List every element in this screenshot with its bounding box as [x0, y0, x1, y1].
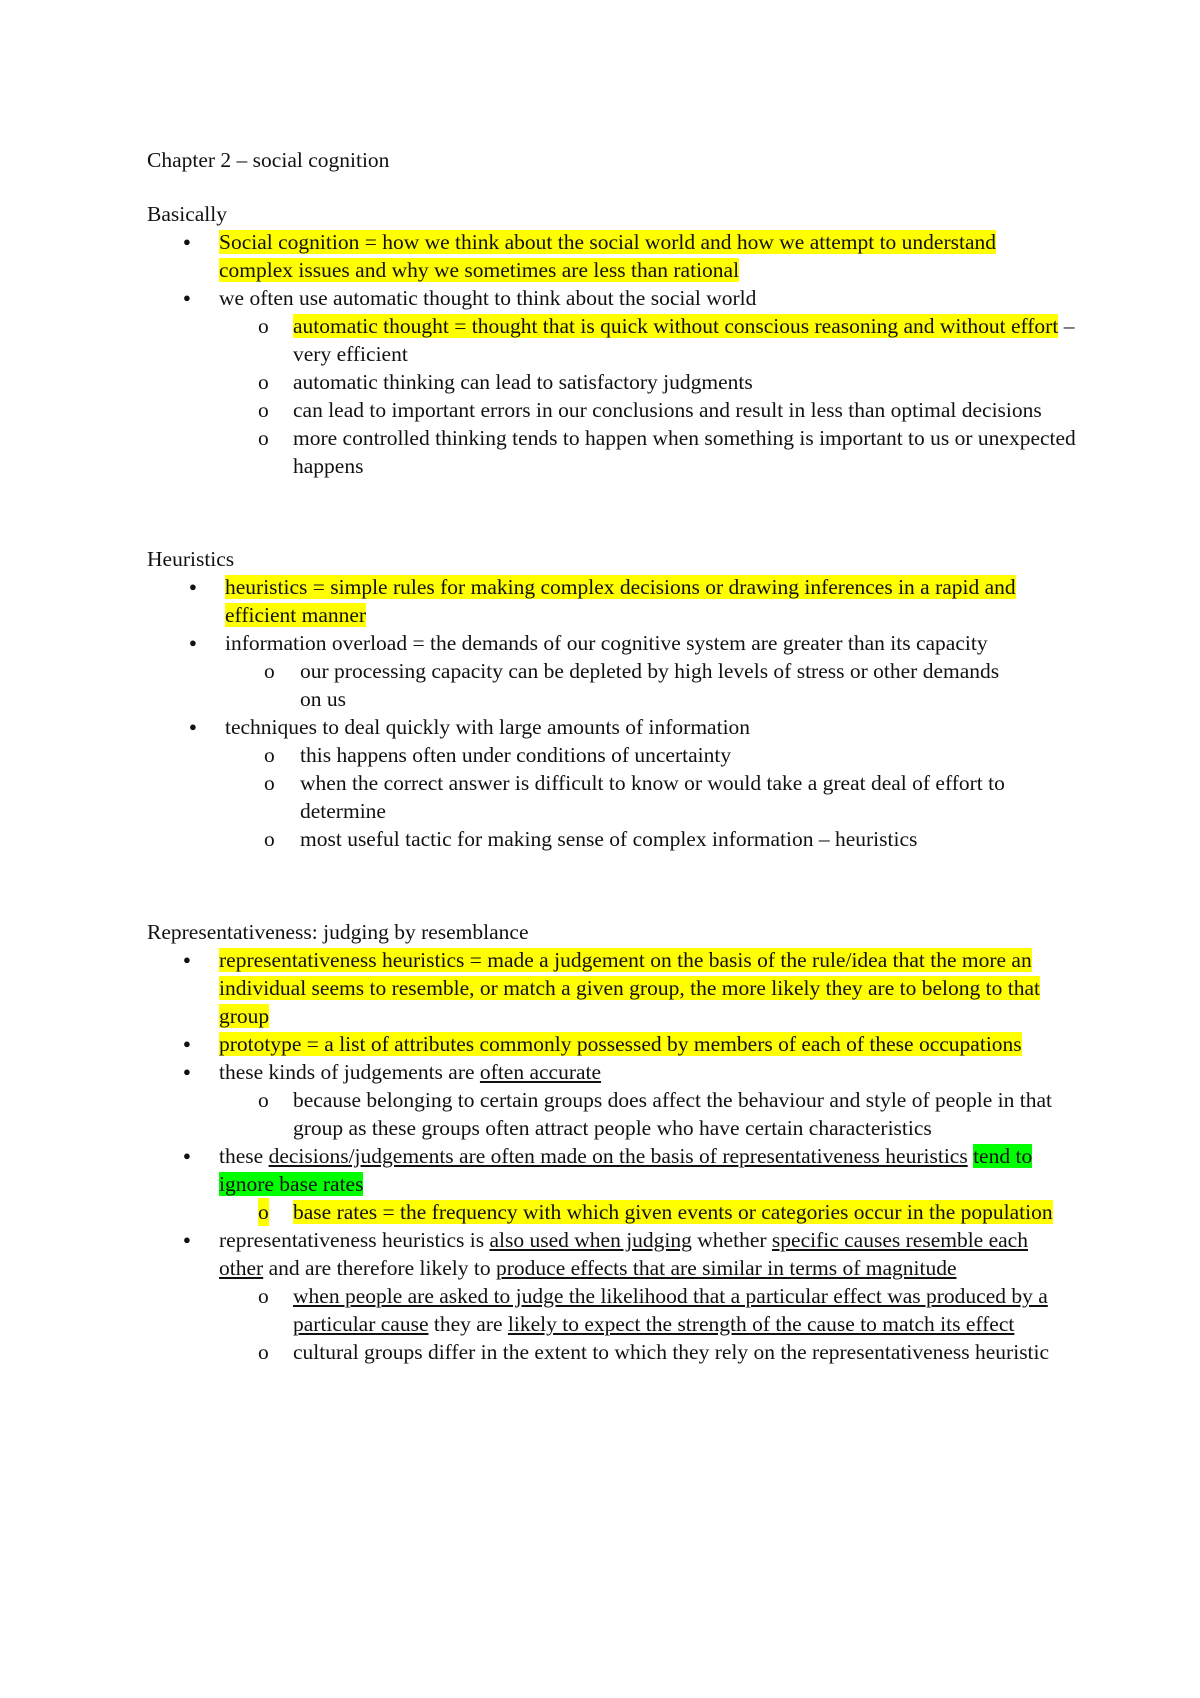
list-item-text: techniques to deal quickly with large amounts of information [225, 715, 751, 739]
sub-list-item [147, 1282, 1083, 1338]
list-item-text: this happens often under conditions of uncertainty [300, 743, 732, 767]
underlined-text: when people are asked to judge the likelihood that a particular effect was produced by a particular cause [293, 1284, 1048, 1336]
sub-list-item [147, 825, 1100, 853]
sub-list-item [147, 1086, 1083, 1142]
list-item [147, 1058, 1077, 1086]
list-item-text: most useful tactic for making sense of complex information – heuristics [300, 827, 918, 851]
list-item [147, 1142, 1039, 1198]
section-heuristics [147, 545, 1077, 853]
green-highlighted-text: tend to ignore base rates [219, 1144, 1033, 1196]
section-heading: Representativeness: judging by resemblance [147, 920, 529, 944]
list-item-text: more controlled thinking tends to happen when something is important to us or unexpected happens [293, 426, 1076, 478]
sub-list-item [147, 396, 1093, 424]
sub-list-item [147, 741, 1077, 769]
page-title: Chapter 2 – social cognition [147, 148, 390, 172]
highlighted-text: prototype = a list of attributes commonly possessed by members of each of these occupations [219, 1032, 1022, 1056]
sub-list-item [147, 657, 1000, 713]
list-item-text: these kinds of judgements are [219, 1060, 480, 1084]
list-item-text: because belonging to certain groups does affect the behaviour and style of people in that group as these groups often attract people who have certain characteristics [293, 1088, 1053, 1140]
list-item-text: cultural groups differ in the extent to which they rely on the representativeness heuristic [293, 1340, 1050, 1364]
list-item-text: – very efficient [293, 314, 1075, 366]
list-item-text: can lead to important errors in our conclusions and result in less than optimal decisions [293, 398, 1042, 422]
underlined-text: likely to expect the strength of the cause to match its effect [507, 1312, 1015, 1336]
section-basically [147, 200, 1077, 480]
list-item-text: whether [691, 1228, 772, 1252]
list-item [147, 228, 1054, 284]
list-item-text: representativeness heuristics is [219, 1228, 490, 1252]
highlighted-text: base rates = the frequency with which given events or categories occur in the population [293, 1200, 1053, 1224]
underlined-text: produce effects that are similar in terms of magnitude [496, 1256, 957, 1280]
sub-list-item [147, 1338, 1093, 1366]
sub-list-item [147, 769, 1060, 825]
list-item [147, 284, 1077, 312]
list-item [147, 1226, 1049, 1282]
list-item [147, 946, 1089, 1030]
highlighted-text: heuristics = simple rules for making complex decisions or drawing inferences in a rapid and efficient manner [225, 575, 1016, 627]
section-heading: Basically [147, 202, 228, 226]
underlined-text: specific causes resemble each other [219, 1228, 1028, 1280]
underlined-text: often accurate [479, 1060, 602, 1084]
sub-list-item [147, 424, 1093, 480]
bullet-list [147, 228, 1077, 480]
highlighted-text: automatic thought = thought that is quick without conscious reasoning and without effort [293, 314, 1059, 338]
bullet-list [147, 946, 1077, 1366]
sub-list-item [147, 312, 1083, 368]
bullet-list [147, 573, 1077, 853]
underlined-text: decisions/judgements are often made on the basis of representativeness heuristics [268, 1144, 968, 1168]
section-heading: Heuristics [147, 547, 235, 571]
section-representativeness [147, 918, 1077, 1366]
list-item-text: automatic thinking can lead to satisfactory judgments [293, 370, 753, 394]
list-item-text: when the correct answer is difficult to know or would take a great deal of effort to determine [300, 771, 1005, 823]
list-item-text: our processing capacity can be depleted by high levels of stress or other demands on us [300, 659, 1000, 711]
list-item-text: we often use automatic thought to think about the social world [219, 286, 757, 310]
list-item-text: these [219, 1144, 269, 1168]
highlighted-text: representativeness heuristics = made a judgement on the basis of the rule/idea that the more an individual seems to resemble, or match a given group, the more likely they are to belong to that group [219, 948, 1040, 1028]
list-item [147, 713, 1077, 741]
list-item [147, 629, 1025, 657]
list-item-text: and are therefore likely to [263, 1256, 496, 1280]
underlined-text: also used when judging [489, 1228, 692, 1252]
list-item-text: they are [428, 1312, 508, 1336]
list-item-text: information overload = the demands of our cognitive system are greater than its capacity [225, 631, 988, 655]
highlighted-text: Social cognition = how we think about the social world and how we attempt to understand complex issues and why we sometimes are less than rational [219, 230, 997, 282]
sub-list-item [147, 1198, 1093, 1226]
list-item [147, 573, 1025, 629]
list-item [147, 1030, 1079, 1058]
sub-list-item [147, 368, 1077, 396]
